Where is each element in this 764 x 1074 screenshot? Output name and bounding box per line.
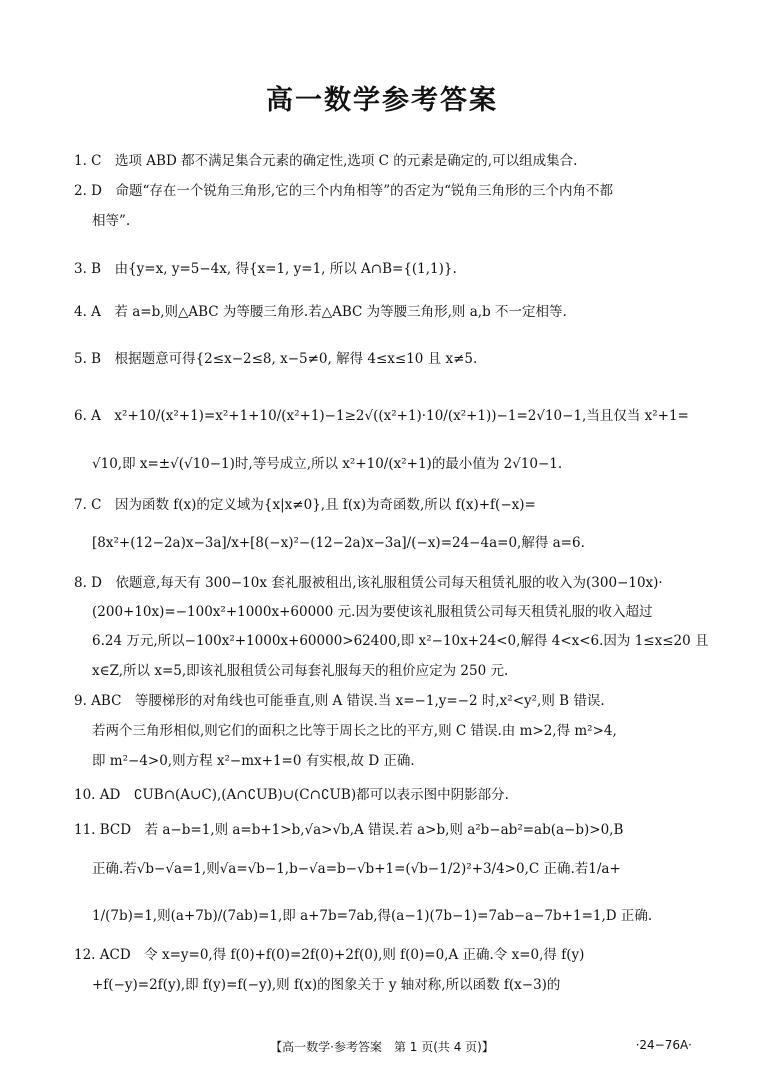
answer-line: 11. BCD 若 a−b=1,则 a=b+1>b,√a>√b,A 错误.若 a>b,则 a²b−ab²=ab(a−b)>0,B [74,822,624,838]
answer-line: 正确.若√b−√a=1,则√a=√b−1,b−√a=b−√b+1=(√b−1/2)²+3/4>0,C 正确.若1/a+ [92,861,621,877]
footer-code: ·24−76A· [635,1038,692,1052]
answer-line: 若两个三角形相似,则它们的面积之比等于周长之比的平方,则 C 错误.由 m>2,得 m²>4, [92,723,617,739]
answer-line: 8. D 依题意,每天有 300−10x 套礼服被租出,该礼服租赁公司每天租赁礼服的收入为(300−10x)· [74,575,663,591]
answer-line: +f(−y)=2f(y),即 f(y)=f(−y),则 f(x)的图象关于 y 轴对称,所以函数 f(x−3)的 [92,977,561,993]
answer-line: 10. AD ∁UB∩(A∪C),(A∩∁UB)∪(C∩∁UB)都可以表示图中阴影部分. [74,787,509,803]
answer-line: 9. ABC 等腰梯形的对角线也可能垂直,则 A 错误.当 x=−1,y=−2 时,x²<y²,则 B 错误. [74,693,605,709]
answer-line: 相等”. [92,213,131,229]
answer-line: 5. B 根据题意可得{2≤x−2≤8, x−5≠0, 解得 4≤x≤10 且 x≠5. [74,351,478,367]
answer-line: 7. C 因为函数 f(x)的定义域为{x|x≠0},且 f(x)为奇函数,所以 f(x)+f(−x)= [74,497,536,513]
answer-line: 3. B 由{y=x, y=5−4x, 得{x=1, y=1, 所以 A∩B={(1,1)}. [74,261,457,277]
answer-line: 1. C 选项 ABD 都不满足集合元素的确定性,选项 C 的元素是确定的,可以组成集合. [74,153,578,169]
answer-line: 2. D 命题“存在一个锐角三角形,它的三个内角相等”的否定为“锐角三角形的三个内角不都 [74,183,613,199]
answer-line: √10,即 x=±√(√10−1)时,等号成立,所以 x²+10/(x²+1)的最小值为 2√10−1. [92,456,563,472]
answer-line: x∈Z,所以 x=5,即该礼服租赁公司每套礼服每天的租价应定为 250 元. [92,663,509,679]
answer-line: [8x²+(12−2a)x−3a]/x+[8(−x)²−(12−2a)x−3a]/(−x)=24−4a=0,解得 a=6. [92,535,585,551]
footer-page-info: 【高一数学·参考答案 第 1 页(共 4 页)】 [270,1040,494,1054]
answer-line: 即 m²−4>0,则方程 x²−mx+1=0 有实根,故 D 正确. [92,753,415,769]
answer-line: 12. ACD 令 x=y=0,得 f(0)+f(0)=2f(0)+2f(0),则 f(0)=0,A 正确.令 x=0,得 f(y) [74,947,585,963]
answer-line: (200+10x)=−100x²+1000x+60000 元.因为要使该礼服租赁公司每天租赁礼服的收入超过 [92,604,653,620]
answer-line: 6. A x²+10/(x²+1)=x²+1+10/(x²+1)−1≥2√((x²+1)·10/(x²+1))−1=2√10−1,当且仅当 x²+1= [74,408,689,424]
answer-line: 4. A 若 a=b,则△ABC 为等腰三角形.若△ABC 为等腰三角形,则 a,b 不一定相等. [74,304,567,320]
answer-line: 1/(7b)=1,则(a+7b)/(7ab)=1,即 a+7b=7ab,得(a−1)(7b−1)=7ab−a−7b+1=1,D 正确. [92,908,653,924]
answer-line: 6.24 万元,所以−100x²+1000x+60000>62400,即 x²−10x+24<0,解得 4<x<6.因为 1≤x≤20 且 [92,633,709,649]
page-title: 高一数学参考答案 [266,85,498,116]
